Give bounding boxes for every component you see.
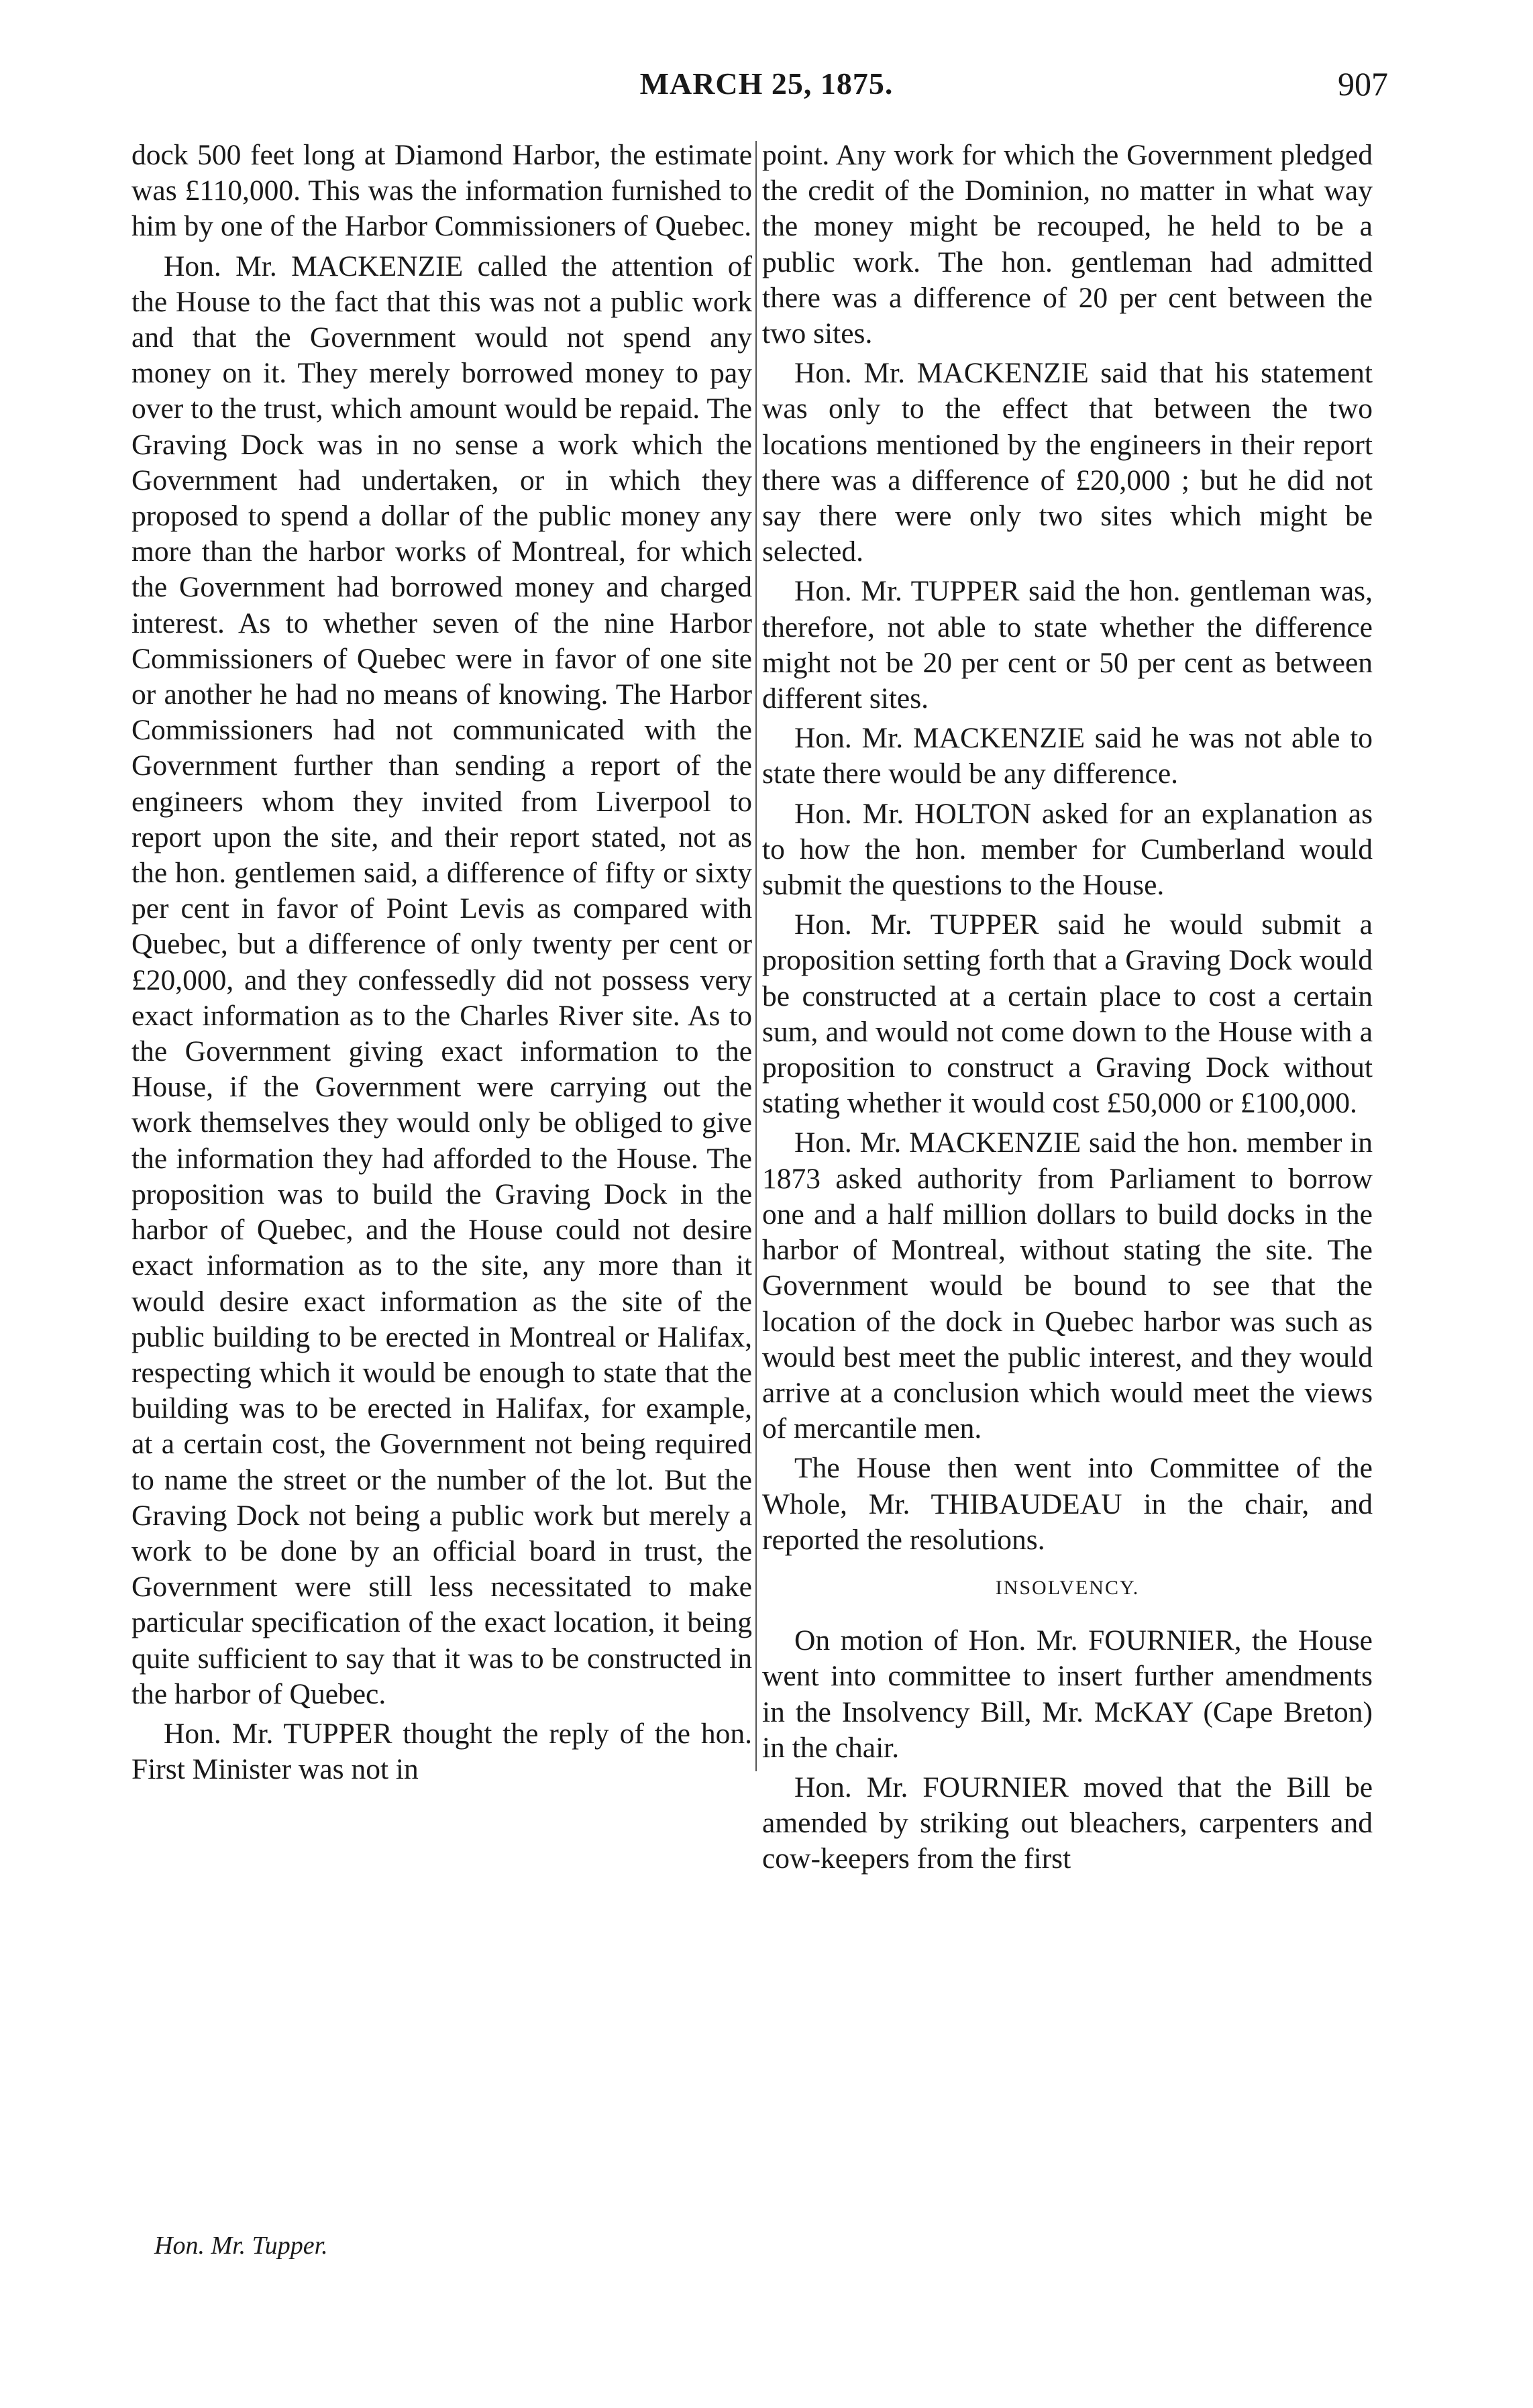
page-date-header: MARCH 25, 1875. xyxy=(639,66,894,101)
right-column xyxy=(762,138,1373,1881)
right-paragraph-9: On motion of Hon. Mr. FOURNIER, the House went into committee to insert further amendments in the Insolvency Bill, Mr. McKAY (Cape Breton) in the chair. xyxy=(762,1624,1373,1764)
speaker-footnote: Hon. Mr. Tupper. xyxy=(154,2232,328,2260)
left-column xyxy=(131,138,752,1791)
right-paragraph-1: point. Any work for which the Government pledged the credit of the Dominion, no matter in what way the money might be recouped, he held to be a public work. The hon. gentleman had admitted there was a difference of 20 per cent between the two sites. xyxy=(762,139,1373,350)
left-paragraph-2: Hon. Mr. MACKENZIE called the attention of the House to the fact that this was not a public work and that the Government would not spend any money on it. They merely borrowed money to pay over to the trust, which amount would be repaid. The Graving Dock was in no sense a work which the Government had undertaken, or in which they proposed to spend a dollar of the public money any more than the harbor works of Montreal, for which the Government had borrowed money and charged interest. As to whether seven of the nine Harbor Commissioners of Quebec were in favor of one site or another he had no means of knowing. The Harbor Commissioners had not communicated with the Government further than sending a report of the engineers whom they invited from Liverpool to report upon the site, and their report stated, not as the hon. gentlemen said, a difference of fifty or sixty per cent in favor of Point Levis as compared with Quebec, but a difference of only twenty per cent or £20,000, and they confessedly did not possess very exact information as to the Charles River site. As to the Government giving exact information to the House, if the Government were carrying out the work themselves they would only be obliged to give the information they had afforded to the House. The proposition was to build the Graving Dock in the harbor of Quebec, and the House could not desire exact information as to the site, any more than it would desire exact information as the site of the public building to be erected in Montreal or Halifax, respecting which it would be enough to state that the building was to be erected in Halifax, for example, at a certain cost, the Government not being required to name the street or the number of the lot. But the Graving Dock not being a public work but merely a work to be done by an official board in trust, the Government were still less necessitated to make particular specification of the exact location, it being quite sufficient to say that it was to be constructed in the harbor of Quebec. xyxy=(131,250,752,1710)
section-heading-insolvency: INSOLVENCY. xyxy=(995,1576,1140,1599)
page-number: 907 xyxy=(1338,65,1388,103)
right-paragraph-4: Hon. Mr. MACKENZIE said he was not able to state there would be any difference. xyxy=(762,722,1373,790)
right-paragraph-6: Hon. Mr. TUPPER said he would submit a proposition setting forth that a Graving Dock would be constructed at a certain place to cost a certain sum, and would not come down to the House with a proposition to construct a Graving Dock without stating whether it would cost £50,000 or £100,000. xyxy=(762,908,1373,1120)
right-paragraph-3: Hon. Mr. TUPPER said the hon. gentleman was, therefore, not able to state whether the difference might not be 20 per cent or 50 per cent as between different sites. xyxy=(762,575,1373,715)
right-paragraph-10: Hon. Mr. FOURNIER moved that the Bill be amended by striking out bleachers, carpenters and cow-keepers from the first xyxy=(762,1771,1373,1875)
left-paragraph-3: Hon. Mr. TUPPER thought the reply of the hon. First Minister was not in xyxy=(131,1717,752,1786)
right-paragraph-8: The House then went into Committee of the Whole, Mr. THIBAUDEAU in the chair, and reported the resolutions. xyxy=(762,1452,1373,1556)
column-divider xyxy=(755,141,757,1771)
right-paragraph-5: Hon. Mr. HOLTON asked for an explanation as to how the hon. member for Cumberland would submit the questions to the House. xyxy=(762,797,1373,902)
left-paragraph-1: dock 500 feet long at Diamond Harbor, the estimate was £110,000. This was the information furnished to him by one of the Harbor Commissioners of Quebec. xyxy=(131,139,752,243)
right-paragraph-2: Hon. Mr. MACKENZIE said that his statement was only to the effect that between the two locations mentioned by the engineers in their report there was a difference of £20,000 ; but he did not say there were only two sites which might be selected. xyxy=(762,357,1373,568)
right-paragraph-7: Hon. Mr. MACKENZIE said the hon. member in 1873 asked authority from Parliament to borrow one and a half million dollars to build docks in the harbor of Montreal, without stating the site. The Government would be bound to see that the location of the dock in Quebec harbor was such as would best meet the public interest, and they would arrive at a conclusion which would meet the views of mercantile men. xyxy=(762,1127,1373,1445)
